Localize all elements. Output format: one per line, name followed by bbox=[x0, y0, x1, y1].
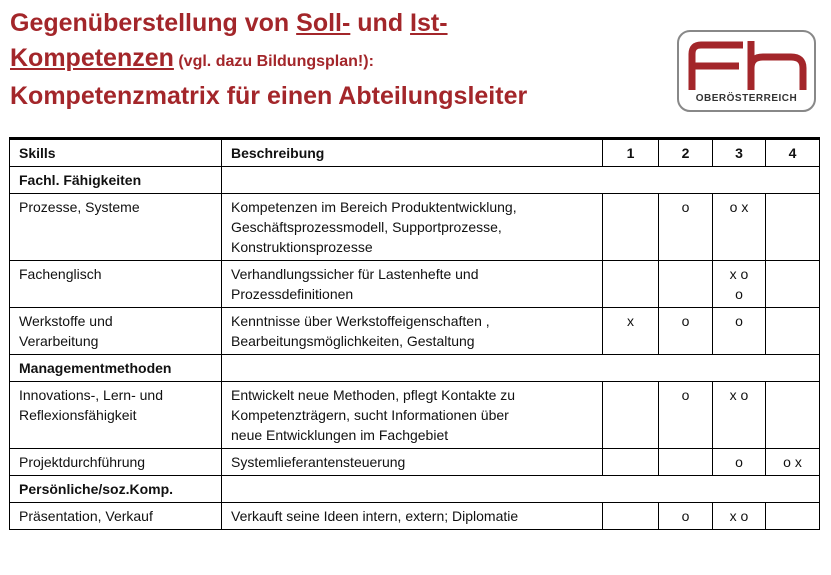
level-1-cell bbox=[603, 261, 659, 308]
table-row bbox=[10, 308, 820, 355]
description-cell: Kompetenzen im Bereich Produktentwicklung, Geschäftsprozessmodell, Supportprozesse, Konstruktionsprozesse bbox=[222, 194, 603, 261]
skill-cell: Prozesse, Systeme bbox=[10, 194, 222, 261]
table-row bbox=[10, 503, 820, 530]
level-3-cell: x o o bbox=[713, 261, 766, 308]
level-4-cell bbox=[766, 194, 820, 261]
category-label: Managementmethoden bbox=[10, 355, 222, 382]
title-ist: Ist- bbox=[410, 9, 448, 37]
description-cell: Entwickelt neue Methoden, pflegt Kontakte zu Kompetenzträgern, sucht Informationen über neue Entwicklungen im Fachgebiet bbox=[222, 382, 603, 449]
table-row bbox=[10, 261, 820, 308]
level-4-cell bbox=[766, 503, 820, 530]
skill-cell: Fachenglisch bbox=[10, 261, 222, 308]
level-1-cell bbox=[603, 194, 659, 261]
skill-cell: Präsentation, Verkauf bbox=[10, 503, 222, 530]
header-skills: Skills bbox=[10, 139, 222, 167]
title-line-3: Kompetenzmatrix für einen Abteilungsleiter bbox=[10, 82, 528, 110]
skill-cell: Projektdurchführung bbox=[10, 449, 222, 476]
level-3-cell: o bbox=[713, 449, 766, 476]
level-3-cell: x o bbox=[713, 382, 766, 449]
level-1-cell bbox=[603, 449, 659, 476]
category-label: Persönliche/soz.Komp. bbox=[10, 476, 222, 503]
description-cell: Systemlieferantensteuerung bbox=[222, 449, 603, 476]
level-1-cell bbox=[603, 382, 659, 449]
level-2-cell bbox=[659, 261, 713, 308]
level-3-cell: x o bbox=[713, 503, 766, 530]
header-row bbox=[10, 139, 820, 167]
level-4-cell bbox=[766, 382, 820, 449]
level-3-cell: o x bbox=[713, 194, 766, 261]
header-beschreibung: Beschreibung bbox=[222, 139, 603, 167]
category-empty-cell bbox=[222, 355, 820, 382]
level-4-cell bbox=[766, 261, 820, 308]
header-level-3: 3 bbox=[713, 139, 766, 167]
level-2-cell bbox=[659, 449, 713, 476]
title-note: (vgl. dazu Bildungsplan!): bbox=[173, 53, 374, 70]
table-row bbox=[10, 449, 820, 476]
title-line-2 bbox=[10, 41, 650, 79]
title-line-1 bbox=[10, 6, 650, 41]
category-empty-cell bbox=[222, 476, 820, 503]
category-label: Fachl. Fähigkeiten bbox=[10, 167, 222, 194]
title-kompetenzen: Kompetenzen bbox=[10, 44, 174, 72]
skill-cell: Innovations-, Lern- und Reflexionsfähigkeit bbox=[10, 382, 222, 449]
level-4-cell bbox=[766, 308, 820, 355]
title-text: Gegenüberstellung von bbox=[10, 9, 297, 37]
level-1-cell bbox=[603, 503, 659, 530]
level-4-cell: o x bbox=[766, 449, 820, 476]
category-row bbox=[10, 476, 820, 503]
page-title bbox=[10, 6, 650, 114]
header-level-4: 4 bbox=[766, 139, 820, 167]
description-cell: Verkauft seine Ideen intern, extern; Diplomatie bbox=[222, 503, 603, 530]
category-row bbox=[10, 167, 820, 194]
skill-cell: Werkstoffe und Verarbeitung bbox=[10, 308, 222, 355]
level-1-cell: x bbox=[603, 308, 659, 355]
table-row bbox=[10, 194, 820, 261]
category-empty-cell bbox=[222, 167, 820, 194]
description-cell: Verhandlungssicher für Lastenhefte und Prozessdefinitionen bbox=[222, 261, 603, 308]
level-2-cell: o bbox=[659, 503, 713, 530]
level-3-cell: o bbox=[713, 308, 766, 355]
competency-matrix bbox=[9, 137, 820, 530]
logo-text: OBERÖSTERREICH bbox=[695, 93, 798, 104]
table-row bbox=[10, 382, 820, 449]
level-2-cell: o bbox=[659, 308, 713, 355]
fh-logo bbox=[677, 30, 816, 112]
header-level-2: 2 bbox=[659, 139, 713, 167]
description-cell: Kenntnisse über Werkstoffeigenschaften , Bearbeitungsmöglichkeiten, Gestaltung bbox=[222, 308, 603, 355]
title-text: und bbox=[350, 9, 411, 37]
category-row bbox=[10, 355, 820, 382]
header-level-1: 1 bbox=[603, 139, 659, 167]
matrix-body bbox=[10, 167, 820, 530]
title-soll: Soll- bbox=[296, 9, 351, 37]
level-2-cell: o bbox=[659, 382, 713, 449]
level-2-cell: o bbox=[659, 194, 713, 261]
